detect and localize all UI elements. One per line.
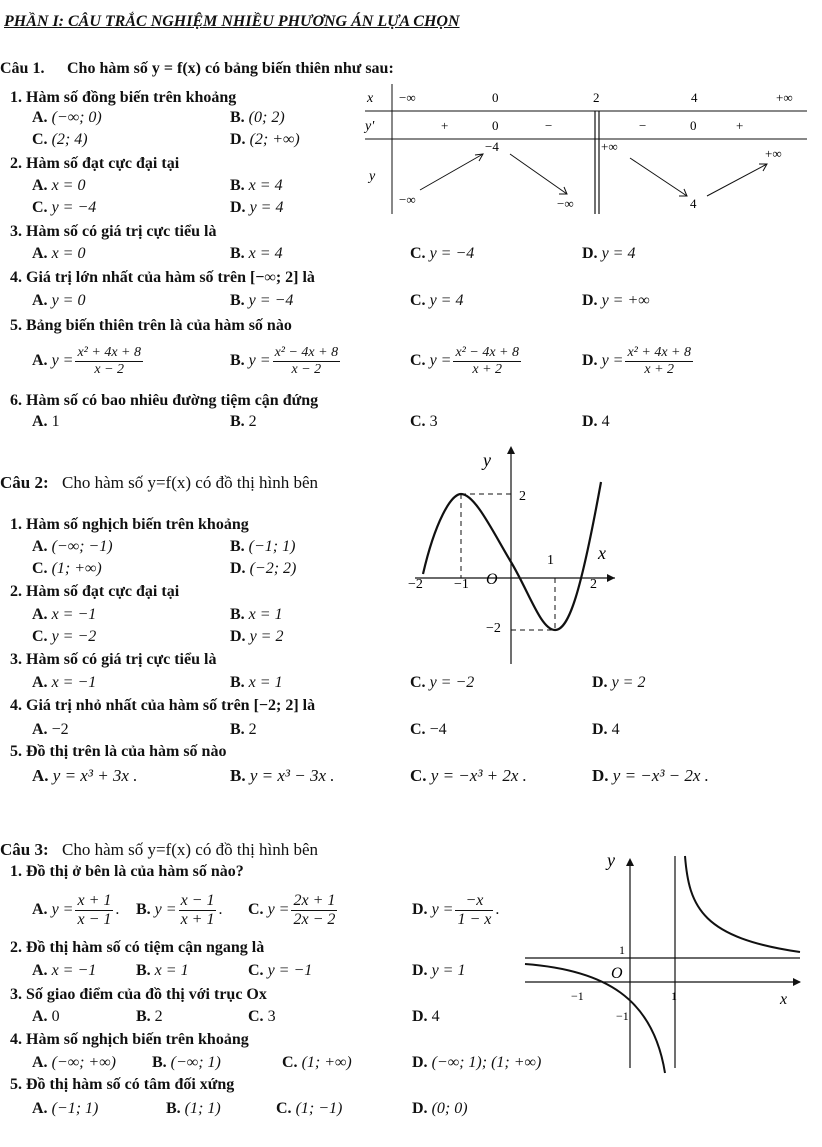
q1-s5-title: 5. Bảng biến thiên trên là của hàm số nào: [10, 317, 292, 334]
q2-s5-B[interactable]: B. y = x³ − 3x .: [230, 766, 335, 785]
q1-s4-B[interactable]: B. y = −4: [230, 292, 294, 309]
q2-origin: O: [486, 571, 498, 588]
arrow-down-2: [630, 158, 687, 196]
q1-s1-D[interactable]: D. (2; +∞): [230, 131, 300, 148]
q1-s4-A[interactable]: A. y = 0: [32, 292, 86, 309]
q2-s1-B[interactable]: B. (−1; 1): [230, 538, 296, 555]
q3-stem: Cho hàm số y=f(x) có đồ thị hình bên: [62, 840, 319, 859]
table-y-pos-inf-end: +∞: [765, 146, 782, 161]
table-yp-label: y': [365, 119, 375, 134]
q3-y-label: y: [607, 850, 615, 870]
q2-y-tick-2: 2: [519, 489, 526, 504]
q3-s3-B[interactable]: B. 2: [136, 1008, 163, 1025]
q3-x-label: x: [780, 991, 788, 1008]
q1-s6-D[interactable]: D. 4: [582, 413, 610, 430]
q1-s5-A[interactable]: A. y = $\frac{\text{x² + 4x + 8}}{x - 2}$: [32, 344, 141, 377]
q2-s2-D[interactable]: D. y = 2: [230, 628, 284, 645]
table-y-max: −4: [485, 139, 499, 154]
table-y-min: 4: [690, 196, 697, 211]
q1-s4-C[interactable]: C. y = 4: [410, 292, 464, 309]
q2-curve: [423, 482, 601, 630]
q1-stem: Cho hàm số y = f(x) có bảng biến thiên như sau:: [67, 60, 394, 77]
q3-s5-B[interactable]: B. (1; 1): [166, 1100, 221, 1117]
q3-curve-right: [685, 856, 800, 952]
arrow-down-1: [510, 154, 567, 194]
q3-y-arrow: [626, 858, 634, 866]
q1-s1-B[interactable]: B. (0; 2): [230, 109, 285, 126]
section-header: PHẦN I: CÂU TRẮC NGHIỆM NHIỀU PHƯƠNG ÁN LỰA CHỌN: [4, 13, 460, 30]
q2-x-tick-neg2: −2: [408, 577, 423, 592]
q1-s1-title: 1. Hàm số đồng biến trên khoảng: [10, 89, 237, 106]
table-y-neg-inf-left: −∞: [557, 196, 574, 211]
arrow-up-2: [707, 164, 767, 196]
q1-s1-C[interactable]: C. (2; 4): [32, 131, 88, 148]
q2-x-tick-neg1: −1: [454, 577, 469, 592]
q3-s5-C[interactable]: C. (1; −1): [276, 1100, 343, 1117]
q2-s4-C[interactable]: C. −4: [410, 721, 447, 738]
q3-s4-C[interactable]: C. (1; +∞): [282, 1054, 352, 1071]
variation-table: [355, 84, 810, 216]
table-x-0: 0: [492, 90, 499, 105]
q2-y-tick-neg2: −2: [486, 621, 501, 636]
q3-x-tick-neg1: −1: [571, 989, 584, 1003]
cubic-graph: [408, 442, 625, 672]
q2-s5-D[interactable]: D. y = −x³ − 2x .: [592, 766, 709, 785]
q2-s2-title: 2. Hàm số đạt cực đại tại: [10, 583, 180, 600]
q3-s3-C[interactable]: C. 3: [248, 1008, 276, 1025]
q1-s2-D[interactable]: D. y = 4: [230, 199, 284, 216]
q3-s1-title: 1. Đồ thị ở bên là của hàm số nào?: [10, 863, 244, 880]
q3-s2-C[interactable]: C. y = −1: [248, 962, 313, 979]
q2-s5-title: 5. Đồ thị trên là của hàm số nào: [10, 743, 227, 760]
q3-s5-A[interactable]: A. (−1; 1): [32, 1100, 99, 1117]
q2-s4-title: 4. Giá trị nhỏ nhất của hàm số trên [−2; 2] là: [10, 697, 316, 714]
q1-s1-A[interactable]: A. (−∞; 0): [32, 109, 102, 126]
q1-s5-C[interactable]: C. y = $\frac{\text{x² − 4x + 8}}{x + 2}$: [410, 344, 519, 377]
q3-s3-title: 3. Số giao điểm của đồ thị với trục Ox: [10, 986, 267, 1003]
q3-label: Câu 3:: [0, 840, 49, 859]
q2-s3-C[interactable]: C. y = −2: [410, 674, 475, 691]
q3-s5-title: 5. Đồ thị hàm số có tâm đối xứng: [10, 1076, 235, 1093]
table-x-2: 2: [593, 90, 600, 105]
table-y-label: y: [369, 169, 376, 184]
table-x-neg-inf: −∞: [399, 90, 416, 105]
q3-s3-D[interactable]: D. 4: [412, 1008, 440, 1025]
q3-x-tick-1: 1: [671, 989, 677, 1003]
table-sign-1: +: [441, 118, 449, 133]
q2-s1-A[interactable]: A. (−∞; −1): [32, 538, 113, 555]
q1-s2-title: 2. Hàm số đạt cực đại tại: [10, 155, 180, 172]
q1-s4-title: 4. Giá trị lớn nhất của hàm số trên [−∞; 2] là: [10, 269, 315, 286]
q2-label: Câu 2:: [0, 473, 49, 492]
q2-s4-B[interactable]: B. 2: [230, 721, 257, 738]
q2-y-arrow: [507, 446, 515, 454]
q2-s3-title: 3. Hàm số có giá trị cực tiểu là: [10, 651, 217, 668]
arrow-up-1: [420, 154, 483, 190]
table-x-4: 4: [691, 90, 698, 105]
q2-s2-A[interactable]: A. x = −1: [32, 606, 97, 623]
q1-s2-B[interactable]: B. x = 4: [230, 177, 283, 194]
q3-curve-left: [525, 964, 665, 1073]
q1-s3-C[interactable]: C. y = −4: [410, 245, 475, 262]
q3-y-tick-1: 1: [619, 943, 625, 957]
q1-s5-B[interactable]: B. y = $\frac{\text{x² − 4x + 8}}{x - 2}$: [230, 344, 339, 377]
q2-y-label: y: [483, 450, 491, 470]
q2-x-label: x: [598, 543, 606, 563]
q3-s1-B[interactable]: B. y = $\frac{x - 1}{x + 1}$ .: [136, 891, 223, 928]
q1-s6-A[interactable]: A. 1: [32, 413, 60, 430]
q1-s3-D[interactable]: D. y = 4: [582, 245, 636, 262]
q3-y-tick-neg1: −1: [616, 1009, 629, 1023]
q1-s2-A[interactable]: A. x = 0: [32, 177, 86, 194]
q1-s3-A[interactable]: A. x = 0: [32, 245, 86, 262]
table-x-label: x: [367, 91, 374, 106]
q1-s5-D[interactable]: D. y = $\frac{\text{x² + 4x + 8}}{x + 2}$: [582, 344, 691, 377]
table-sign-5: 0: [690, 118, 697, 133]
q2-x-tick-1: 1: [547, 553, 554, 568]
q3-s5-D[interactable]: D. (0; 0): [412, 1100, 468, 1117]
q2-x-tick-2: 2: [590, 577, 597, 592]
q1-s6-C[interactable]: C. 3: [410, 413, 438, 430]
q3-s3-A[interactable]: A. 0: [32, 1008, 60, 1025]
q3-s1-D[interactable]: D. y = $\frac{-x}{1 - x}$ .: [412, 891, 500, 928]
q2-s5-A[interactable]: A. y = x³ + 3x .: [32, 766, 138, 785]
q2-s4-A[interactable]: A. −2: [32, 721, 69, 738]
q1-s6-title: 6. Hàm số có bao nhiêu đường tiệm cận đứng: [10, 392, 319, 409]
q3-s2-B[interactable]: B. x = 1: [136, 962, 189, 979]
q1-s4-D[interactable]: D. y = +∞: [582, 292, 650, 309]
q3-s2-D[interactable]: D. y = 1: [412, 962, 466, 979]
q2-s1-C[interactable]: C. (1; +∞): [32, 560, 102, 577]
table-sign-2: 0: [492, 118, 499, 133]
q3-s4-D[interactable]: D. (−∞; 1); (1; +∞): [412, 1054, 542, 1071]
q1-s3-title: 3. Hàm số có giá trị cực tiểu là: [10, 223, 217, 240]
q1-label: Câu 1.: [0, 60, 45, 77]
q2-s1-D[interactable]: D. (−2; 2): [230, 560, 297, 577]
q3-s4-B[interactable]: B. (−∞; 1): [152, 1054, 221, 1071]
q2-s2-C[interactable]: C. y = −2: [32, 628, 97, 645]
table-y-pos-inf-right: +∞: [601, 139, 618, 154]
q2-s3-D[interactable]: D. y = 2: [592, 674, 646, 691]
q2-s5-C[interactable]: C. y = −x³ + 2x .: [410, 766, 527, 785]
table-x-pos-inf: +∞: [776, 90, 793, 105]
q3-origin: O: [611, 965, 623, 982]
table-sign-4: −: [639, 118, 647, 133]
q3-x-arrow: [793, 978, 801, 986]
q2-s3-B[interactable]: B. x = 1: [230, 674, 283, 691]
q2-s4-D[interactable]: D. 4: [592, 721, 620, 738]
table-y-neg-inf-start: −∞: [399, 192, 416, 207]
q1-s3-B[interactable]: B. x = 4: [230, 245, 283, 262]
q1-s2-C[interactable]: C. y = −4: [32, 199, 97, 216]
q2-x-arrow: [607, 574, 615, 582]
q3-s2-title: 2. Đồ thị hàm số có tiệm cận ngang là: [10, 939, 265, 956]
q2-stem: Cho hàm số y=f(x) có đồ thị hình bên: [62, 473, 319, 492]
q2-s1-title: 1. Hàm số nghịch biến trên khoảng: [10, 516, 249, 533]
hyperbola-graph: [525, 848, 810, 1073]
q1-s6-B[interactable]: B. 2: [230, 413, 257, 430]
table-sign-6: +: [736, 118, 744, 133]
q3-s2-A[interactable]: A. x = −1: [32, 962, 97, 979]
q3-s1-C[interactable]: C. y = $\frac{2x + 1}{2x - 2}$: [248, 891, 336, 928]
table-sign-3: −: [545, 118, 553, 133]
q2-s2-B[interactable]: B. x = 1: [230, 606, 283, 623]
q3-s1-A[interactable]: A. y = $\frac{x + 1}{x - 1}$ .: [32, 891, 120, 928]
q3-s4-title: 4. Hàm số nghịch biến trên khoảng: [10, 1031, 249, 1048]
q2-s3-A[interactable]: A. x = −1: [32, 674, 97, 691]
q3-s4-A[interactable]: A. (−∞; +∞): [32, 1054, 116, 1071]
